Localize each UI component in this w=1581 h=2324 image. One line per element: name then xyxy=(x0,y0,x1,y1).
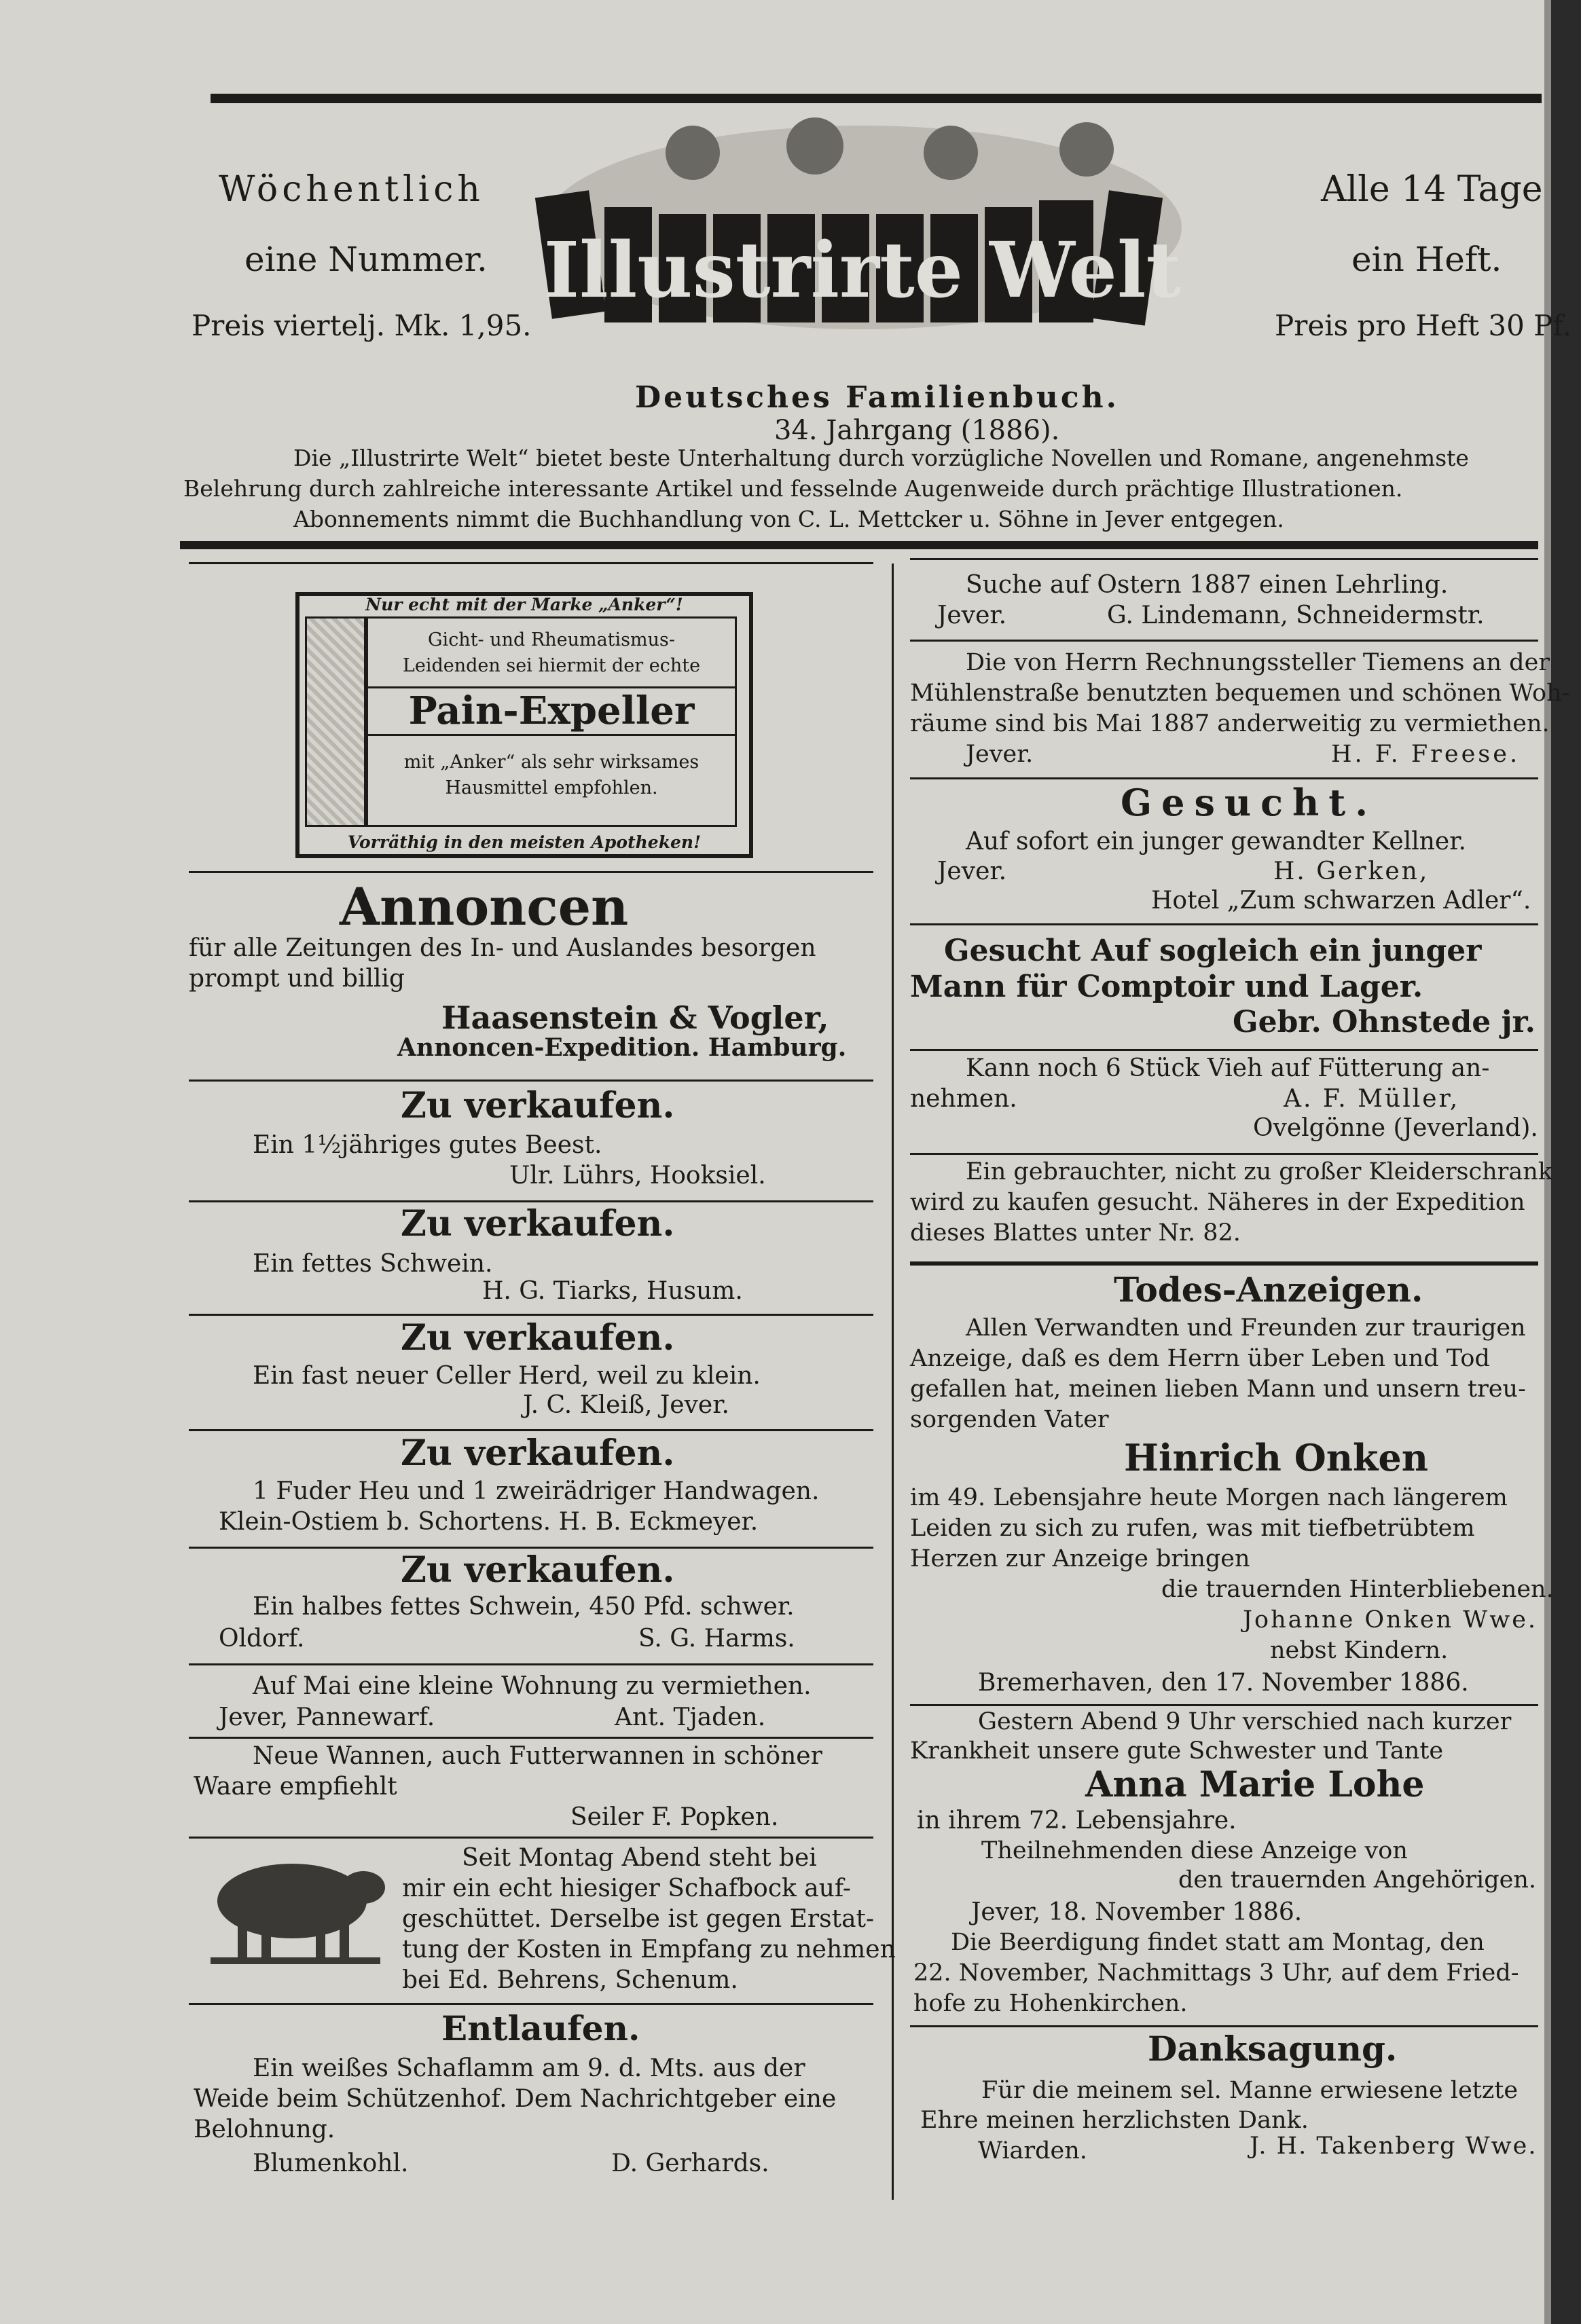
lohe-line6: Jever, 18. November 1886. xyxy=(971,1898,1303,1926)
verkaufen-3-line1: Ein fast neuer Celler Herd, weil zu klein. xyxy=(253,1362,761,1390)
gesucht-1-line2a: Jever. xyxy=(937,857,1007,885)
masthead-right-price: Preis pro Heft 30 Pf. xyxy=(1275,309,1571,342)
masthead-right-line2: ein Heft. xyxy=(1351,240,1502,279)
wannen-line2: Waare empfiehlt xyxy=(194,1773,397,1801)
pain-line2: Leidenden sei hiermit der echte xyxy=(402,655,701,676)
todes-line2: Anzeige, daß es dem Herrn über Leben und Tod xyxy=(910,1345,1490,1372)
todes-line5: im 49. Lebensjahre heute Morgen nach längerem xyxy=(910,1484,1508,1511)
schafbock-line2: mir ein echt hiesiger Schafbock auf- xyxy=(402,1875,852,1902)
danksagung-line3b: J. H. Takenberg Wwe. xyxy=(1250,2133,1538,2160)
vieh-line3: Ovelgönne (Jeverland). xyxy=(1253,1114,1538,1142)
logo-text: Illustrirte Welt xyxy=(543,226,1182,315)
rule xyxy=(189,1080,873,1082)
gesucht-1-line1: Auf sofort ein junger gewandter Kellner. xyxy=(966,828,1466,855)
right-column-top-rule xyxy=(910,558,1538,560)
rule xyxy=(910,1049,1538,1051)
schafbock-line4: tung der Kosten in Empfang zu nehmen xyxy=(402,1936,896,1963)
raeume-line1: Die von Herrn Rechnungssteller Tiemens an der xyxy=(966,649,1550,676)
kleiderschrank-line3: dieses Blattes unter Nr. 82. xyxy=(910,1219,1241,1247)
rule xyxy=(910,1261,1538,1266)
pain-inner-panel xyxy=(366,616,737,827)
wohnung-line1: Auf Mai eine kleine Wohnung zu vermiethen. xyxy=(253,1672,812,1700)
schafbock-line5: bei Ed. Behrens, Schenum. xyxy=(402,1966,738,1994)
pain-line4: Hausmittel empfohlen. xyxy=(445,777,658,798)
wohnung-line2a: Jever, Pannewarf. xyxy=(219,1703,435,1731)
annoncen-title: Annoncen xyxy=(340,877,629,937)
verkaufen-2-line2: H. G. Tiarks, Husum. xyxy=(482,1277,743,1305)
masthead-desc-2: Belehrung durch zahlreiche interessante Artikel und fesselnde Augenweide durch prächtige Illustrationen. xyxy=(183,475,1403,502)
entlaufen-line3: Belohnung. xyxy=(194,2116,335,2143)
annoncen-firm2: Annoncen-Expedition. Hamburg. xyxy=(397,1033,847,1062)
lehrling-line2b: G. Lindemann, Schneidermstr. xyxy=(1107,602,1485,629)
kleiderschrank-line1: Ein gebrauchter, nicht zu großer Kleiderschrank xyxy=(966,1158,1553,1185)
verkaufen-1-title: Zu verkaufen. xyxy=(401,1085,675,1126)
vieh-line2a: nehmen. xyxy=(910,1085,1017,1113)
lehrling-line1: Suche auf Ostern 1887 einen Lehrling. xyxy=(966,571,1449,599)
pain-expeller-ad xyxy=(295,592,753,858)
todes-line6: Leiden zu sich zu rufen, was mit tiefbetrübtem xyxy=(910,1515,1475,1542)
todes-line9: Johanne Onken Wwe. xyxy=(1243,1606,1538,1634)
pain-bottom-text: Vorräthig in den meisten Apotheken! xyxy=(347,832,702,852)
lohe-line8: 22. November, Nachmittags 3 Uhr, auf dem Fried- xyxy=(913,1959,1519,1987)
verkaufen-2-line1: Ein fettes Schwein. xyxy=(253,1250,493,1278)
verkaufen-1-line1: Ein 1½jähriges gutes Beest. xyxy=(253,1131,602,1159)
anchor-ornament-icon xyxy=(305,616,366,827)
pain-line1: Gicht- und Rheumatismus- xyxy=(427,629,675,650)
masthead-desc-1: Die „Illustrirte Welt“ bietet beste Unterhaltung durch vorzügliche Novellen und Romane, angenehmste xyxy=(293,445,1469,471)
danksagung-line3a: Wiarden. xyxy=(978,2137,1087,2164)
masthead-right-line1: Alle 14 Tage xyxy=(1321,169,1543,210)
raeume-line4b: H. F. Freese. xyxy=(1331,741,1521,768)
rule xyxy=(189,1737,873,1739)
todes-line11: Bremerhaven, den 17. November 1886. xyxy=(978,1669,1469,1697)
gesucht-2-line1: Gesucht Auf sogleich ein junger xyxy=(944,934,1482,968)
masthead-left-line1: Wöchentlich xyxy=(219,169,484,210)
todes-line7: Herzen zur Anzeige bringen xyxy=(910,1545,1250,1572)
kleiderschrank-line2: wird zu kaufen gesucht. Näheres in der Expedition xyxy=(910,1189,1525,1216)
todes-line4: sorgenden Vater xyxy=(910,1406,1109,1433)
todes-line1: Allen Verwandten und Freunden zur traurigen xyxy=(966,1314,1526,1342)
rule xyxy=(910,923,1538,925)
verkaufen-4-title: Zu verkaufen. xyxy=(401,1433,675,1474)
lohe-name: Anna Marie Lohe xyxy=(1085,1764,1425,1805)
todes-line8: die trauernden Hinterbliebenen. xyxy=(1161,1576,1554,1603)
masthead-top-rule xyxy=(211,94,1542,103)
schafbock-line1: Seit Montag Abend steht bei xyxy=(462,1844,817,1872)
verkaufen-5-line1: Ein halbes fettes Schwein, 450 Pfd. schwer. xyxy=(253,1593,795,1621)
annoncen-firm: Haasenstein & Vogler, xyxy=(441,999,829,1036)
lohe-line7: Die Beerdigung findet statt am Montag, den xyxy=(951,1929,1485,1956)
gesucht-2-line3: Gebr. Ohnstede jr. xyxy=(1233,1005,1535,1039)
lohe-line4: Theilnehmenden diese Anzeige von xyxy=(981,1837,1408,1864)
verkaufen-2-title: Zu verkaufen. xyxy=(401,1203,675,1244)
verkaufen-5-line2a: Oldorf. xyxy=(219,1625,305,1653)
sheep-illustration xyxy=(204,1843,390,1972)
illustrirte-welt-logo xyxy=(530,112,1195,384)
raeume-line2: Mühlenstraße benutzten bequemen und schönen Woh- xyxy=(910,680,1570,707)
rule xyxy=(910,777,1538,779)
verkaufen-5-title: Zu verkaufen. xyxy=(401,1549,675,1591)
pain-line3: mit „Anker“ als sehr wirksames xyxy=(403,752,699,773)
book-spine xyxy=(1551,0,1581,2324)
rule xyxy=(189,1547,873,1549)
rule xyxy=(189,1429,873,1431)
wannen-line3: Seiler F. Popken. xyxy=(570,1803,779,1831)
verkaufen-5-line2b: S. G. Harms. xyxy=(638,1625,795,1653)
lohe-line5: den trauernden Angehörigen. xyxy=(1178,1866,1537,1894)
rule xyxy=(910,1704,1538,1706)
masthead-bottom-rule xyxy=(180,541,1538,549)
gesucht-1-title: Gesucht. xyxy=(1121,781,1378,824)
entlaufen-line1: Ein weißes Schaflamm am 9. d. Mts. aus der xyxy=(253,2054,805,2082)
lohe-line1: Gestern Abend 9 Uhr verschied nach kurzer xyxy=(978,1708,1512,1735)
todes-name: Hinrich Onken xyxy=(1124,1436,1429,1479)
rule xyxy=(910,640,1538,642)
annoncen-line1: für alle Zeitungen des In- und Auslandes besorgen xyxy=(189,934,816,962)
rule xyxy=(910,1153,1538,1155)
gesucht-1-line2b: H. Gerken, xyxy=(1273,857,1430,885)
rule xyxy=(189,1837,873,1839)
entlaufen-title: Entlaufen. xyxy=(441,2008,640,2048)
danksagung-line1: Für die meinem sel. Manne erwiesene letzte xyxy=(981,2077,1519,2104)
lohe-line3: in ihrem 72. Lebensjahre. xyxy=(917,1807,1237,1834)
annoncen-line2: prompt und billig xyxy=(189,965,405,993)
verkaufen-1-line2: Ulr. Lührs, Hooksiel. xyxy=(509,1162,766,1189)
wohnung-line2b: Ant. Tjaden. xyxy=(615,1703,766,1731)
masthead-desc-3: Abonnements nimmt die Buchhandlung von C. L. Mettcker u. Söhne in Jever entgegen. xyxy=(293,506,1284,532)
todes-title: Todes-Anzeigen. xyxy=(1114,1270,1423,1310)
verkaufen-4-line2: Klein-Ostiem b. Schortens. H. B. Eckmeyer. xyxy=(219,1508,759,1536)
masthead-left-price: Preis viertelj. Mk. 1,95. xyxy=(192,309,532,342)
lehrling-line2a: Jever. xyxy=(937,602,1007,629)
rule xyxy=(189,1663,873,1665)
rule xyxy=(189,871,873,873)
lohe-line9: hofe zu Hohenkirchen. xyxy=(913,1990,1188,2017)
rule xyxy=(189,1200,873,1202)
pain-top-text: Nur echt mit der Marke „Anker“! xyxy=(365,595,683,614)
pain-product-name: Pain-Expeller xyxy=(368,686,735,736)
entlaufen-line4b: D. Gerhards. xyxy=(611,2150,769,2177)
verkaufen-3-line2: J. C. Kleiß, Jever. xyxy=(523,1391,729,1419)
gesucht-1-line3: Hotel „Zum schwarzen Adler“. xyxy=(1151,887,1531,915)
wannen-line1: Neue Wannen, auch Futterwannen in schöner xyxy=(253,1742,822,1770)
masthead-subtitle: Deutsches Familienbuch. xyxy=(635,380,1119,415)
masthead-left-line2: eine Nummer. xyxy=(244,240,488,279)
vieh-line2b: A. F. Müller, xyxy=(1284,1085,1460,1113)
rule xyxy=(910,2025,1538,2027)
vieh-line1: Kann noch 6 Stück Vieh auf Fütterung an- xyxy=(966,1054,1490,1082)
verkaufen-3-title: Zu verkaufen. xyxy=(401,1317,675,1359)
raeume-line3: räume sind bis Mai 1887 anderweitig zu vermiethen. xyxy=(910,710,1550,737)
raeume-line4a: Jever. xyxy=(966,741,1034,768)
gesucht-2-line2: Mann für Comptoir und Lager. xyxy=(910,970,1423,1004)
danksagung-title: Danksagung. xyxy=(1148,2029,1398,2069)
masthead-year: 34. Jahrgang (1886). xyxy=(774,415,1060,446)
lohe-line2: Krankheit unsere gute Schwester und Tante xyxy=(910,1737,1444,1765)
verkaufen-4-line1: 1 Fuder Heu und 1 zweirädriger Handwagen. xyxy=(253,1477,820,1505)
left-column-top-rule xyxy=(189,562,873,564)
rule xyxy=(189,1314,873,1316)
schafbock-line3: geschüttet. Derselbe ist gegen Erstat- xyxy=(402,1905,875,1933)
danksagung-line2: Ehre meinen herzlichsten Dank. xyxy=(920,2107,1309,2134)
todes-line3: gefallen hat, meinen lieben Mann und unsern treu- xyxy=(910,1376,1526,1403)
rule xyxy=(189,2003,873,2005)
entlaufen-line4a: Blumenkohl. xyxy=(253,2150,409,2177)
todes-line10: nebst Kindern. xyxy=(1270,1637,1449,1664)
entlaufen-line2: Weide beim Schützenhof. Dem Nachrichtgeber eine xyxy=(194,2085,837,2113)
